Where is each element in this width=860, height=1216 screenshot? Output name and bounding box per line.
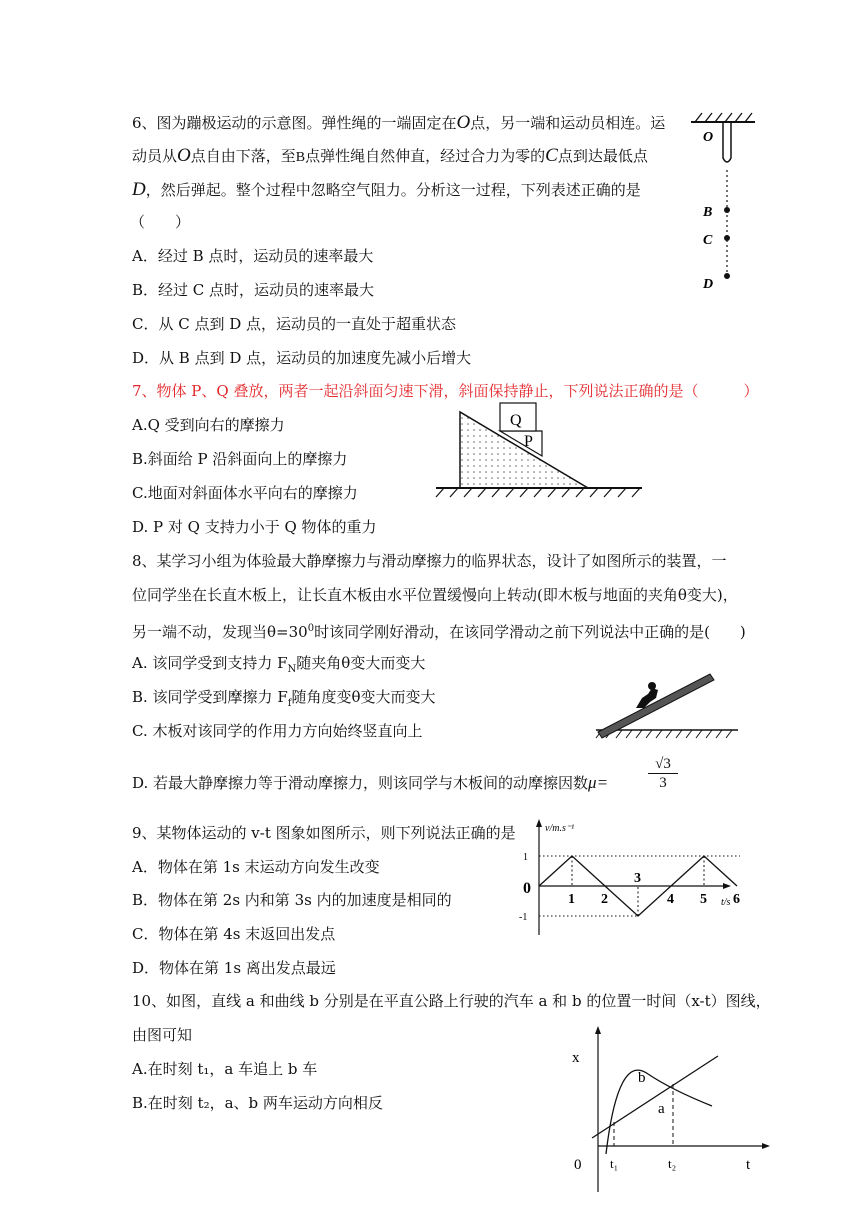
xt-graph	[560, 1022, 775, 1214]
q6-point-o: O	[456, 112, 471, 133]
q8-text: 随夹角θ变大而变大	[296, 654, 426, 672]
q6-text: 点，另一端和运动员相连。运	[470, 114, 666, 132]
q8-superscript: 0	[307, 623, 315, 634]
q6-point-o: O	[177, 145, 191, 166]
q6-line3	[132, 180, 641, 200]
curve-b-label: b	[638, 1070, 646, 1086]
x-tick-label: 3	[634, 871, 641, 886]
q6-text: 点自由下落，至	[190, 147, 296, 165]
q8-option-a	[132, 653, 425, 680]
q8-fraction	[648, 755, 678, 792]
q10-line2: 由图可知	[132, 1026, 193, 1044]
y-axis-arrow	[536, 819, 542, 827]
q7-stem: 7、物体 P、Q 叠放，两者一起沿斜面匀速下滑，斜面保持静止，下列说法正确的是（ ）	[132, 382, 759, 400]
label-d: D	[703, 277, 714, 290]
q6-point-c: C	[545, 145, 558, 166]
line-a-label: a	[658, 1101, 665, 1117]
label-c: C	[703, 233, 713, 248]
q9-option-c: C．物体在第 4s 末返回出发点	[132, 925, 336, 943]
q10-option-a: A.在时刻 t₁，a 车追上 b 车	[132, 1060, 318, 1078]
q8-line1: 8、某学习小组为体验最大静摩擦力与滑动摩擦力的临界状态，设计了如图所示的装置，一	[132, 552, 727, 570]
t2-label: t₂	[668, 1156, 677, 1171]
q6-option-b: B．经过 C 点时，运动员的速率最大	[132, 281, 375, 299]
q10-line1: 10、如图，直线 a 和曲线 b 分别是在平直公路上行驶的汽车 a 和 b 的位置一时间（x-t）图线，	[132, 992, 771, 1010]
fraction-numerator: √3	[648, 755, 678, 774]
q10-option-b: B.在时刻 t₂，a、b 两车运动方向相反	[132, 1094, 383, 1112]
q8-option-b	[132, 687, 436, 714]
q9-option-b: B．物体在第 2s 内和第 3s 内的加速度是相同的	[132, 891, 452, 909]
t1-label: t₁	[610, 1156, 619, 1171]
q6-point-d: D	[132, 179, 146, 200]
x-axis-arrow	[723, 883, 731, 889]
x-axis-label: x	[572, 1050, 580, 1066]
q6-text: 6、图为蹦极运动的示意图。弹性绳的一端固定在	[132, 114, 457, 132]
x-tick-label: 1	[568, 892, 575, 907]
q8-subscript: f	[287, 698, 292, 709]
q7-option-b: B.斜面给 P 沿斜面向上的摩擦力	[132, 450, 348, 468]
label-q: Q	[510, 412, 522, 429]
q7-option-d: D. P 对 Q 支持力小于 Q 物体的重力	[132, 518, 377, 536]
x-axis-label: t/s	[721, 897, 731, 908]
q9-option-a: A．物体在第 1s 末运动方向发生改变	[132, 858, 380, 876]
fraction-denominator: 3	[659, 775, 667, 791]
q8-text: D. 若最大静摩擦力等于滑动摩擦力，则该同学与木板间的动摩擦因数	[132, 774, 589, 792]
q8-text: 另一端不动，发现当θ=30	[132, 623, 308, 641]
q6-text: 点弹性绳自然伸直，经过合力为零的	[305, 147, 546, 165]
q7-option-c: C.地面对斜面体水平向右的摩擦力	[132, 484, 358, 502]
q8-option-d	[132, 773, 608, 793]
bungee-figure	[685, 110, 760, 290]
q6-line2	[132, 146, 648, 168]
y-tick-label: -1	[519, 912, 528, 923]
q6-point-b: B	[295, 150, 306, 165]
q6-option-d: D．从 B 点到 D 点，运动员的加速度先减小后增大	[132, 349, 472, 367]
line-a	[592, 1056, 718, 1138]
q8-text: 时该同学刚好滑动，在该同学滑动之前下列说法中正确的是( )	[314, 623, 746, 641]
y-axis-label: v/m.s⁻¹	[545, 823, 575, 834]
q6-option-c: C．从 C 点到 D 点，运动员的一直处于超重状态	[132, 315, 457, 333]
q8-subscript: N	[287, 664, 297, 675]
q6-text: 动员从	[132, 147, 178, 165]
incline-figure	[430, 398, 645, 500]
q6-line1	[132, 113, 665, 133]
q8-mu: μ=	[588, 773, 609, 792]
origin-label: 0	[523, 880, 531, 897]
x-tick-label: 2	[601, 892, 608, 907]
q8-option-c: C. 木板对该同学的作用力方向始终竖直向上	[132, 722, 423, 740]
q8-text: A. 该同学受到支持力 F	[132, 654, 288, 672]
t-axis-label: t	[746, 1157, 751, 1173]
q6-option-a: A．经过 B 点时，运动员的速率最大	[132, 247, 374, 265]
q8-line3	[132, 619, 746, 642]
q8-text: B. 该同学受到摩擦力 F	[132, 688, 288, 706]
x-tick-label: 6	[733, 892, 740, 907]
q8-text: 随角度变θ变大而变大	[291, 688, 436, 706]
q6-text: 点到达最低点	[557, 147, 648, 165]
vt-chart	[515, 815, 740, 940]
x-tick-label: 4	[667, 892, 674, 907]
q6-answer-paren: （ ）	[130, 213, 191, 231]
x-tick-label: 5	[700, 892, 707, 907]
label-b: B	[703, 205, 713, 220]
label-p: P	[524, 433, 533, 450]
q8-line2: 位同学坐在长直木板上，让长直木板由水平位置缓慢向上转动(即木板与地面的夹角θ变大)，	[132, 586, 738, 604]
q6-text: ，然后弹起。整个过程中忽略空气阻力。分析这一过程，下列表述正确的是	[145, 181, 641, 199]
origin-label: 0	[574, 1157, 582, 1173]
q9-option-d: D．物体在第 1s 离出发点最远	[132, 959, 336, 977]
inclined-board-figure	[592, 668, 742, 744]
q7-option-a: A.Q 受到向右的摩擦力	[132, 416, 285, 434]
label-o: O	[703, 130, 714, 145]
y-tick-label: 1	[523, 852, 528, 863]
q9-stem: 9、某物体运动的 v-t 图象如图所示，则下列说法正确的是	[132, 824, 516, 842]
